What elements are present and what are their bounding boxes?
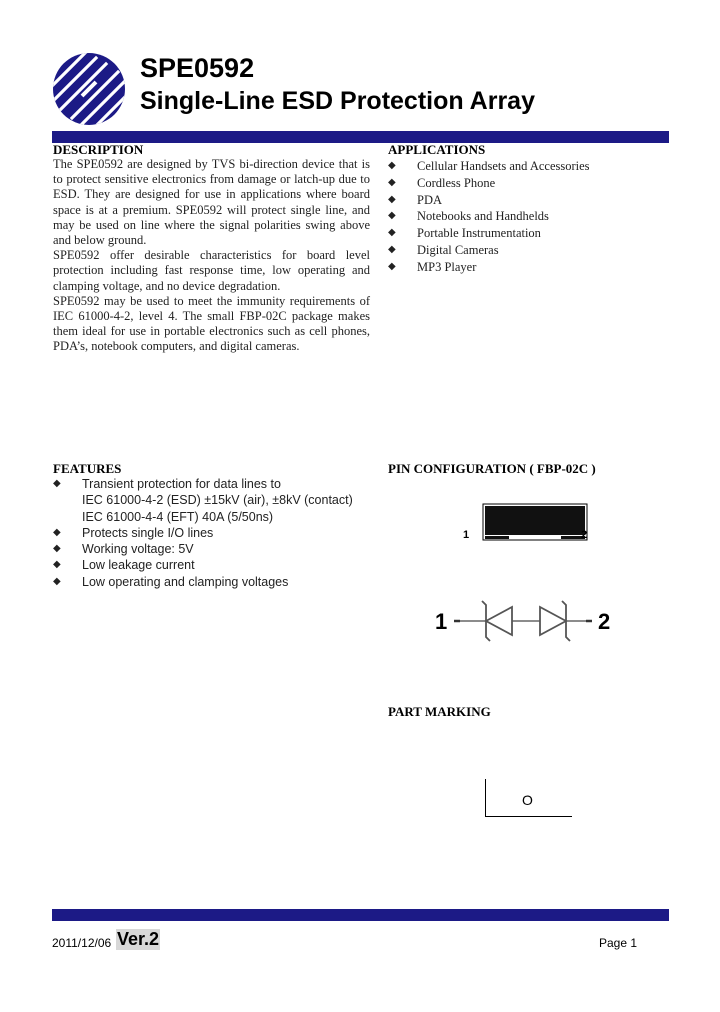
part-marking-drawing	[484, 779, 572, 819]
diamond-bullet-icon: ◆	[53, 575, 61, 587]
pin-1-label: 1	[463, 529, 470, 541]
list-item: ◆ Working voltage: 5V	[53, 542, 194, 557]
pin-2-label: 2	[581, 529, 588, 541]
pin-configuration-heading: PIN CONFIGURATION ( FBP-02C )	[388, 461, 596, 476]
diamond-bullet-icon: ◆	[388, 260, 396, 272]
diamond-bullet-icon: ◆	[388, 243, 396, 255]
features-heading: FEATURES	[53, 461, 122, 476]
feature-detail-line: IEC 61000-4-2 (ESD) ±15kV (air), ±8kV (contact)	[82, 493, 353, 508]
diamond-bullet-icon: ◆	[53, 526, 61, 538]
feature-detail-line: IEC 61000-4-4 (EFT) 40A (5/50ns)	[82, 509, 274, 524]
list-item: ◆ Protects single I/O lines	[53, 525, 214, 540]
description-text	[53, 157, 370, 355]
list-item: ◆ Low leakage current	[53, 558, 195, 573]
description-heading: DESCRIPTION	[53, 142, 144, 157]
diamond-bullet-icon: ◆	[388, 176, 396, 188]
footer-date: 2011/12/06	[52, 936, 112, 950]
list-item: ◆ Low operating and clamping voltages	[53, 574, 289, 589]
description-paragraph-1: The SPE0592 are designed by TVS bi-direction device that is to protect sensitive electronics from damage or latch-up due to ESD. They are designed for use in applications where board space is at a premium. SPE0592 will protect single line, and may be used on line where the signal polarities swing above and below ground.	[53, 157, 370, 248]
list-item: ◆ Digital Cameras	[388, 242, 499, 257]
diamond-bullet-icon: ◆	[388, 193, 396, 205]
package-drawing	[482, 503, 588, 541]
diamond-bullet-icon: ◆	[388, 210, 396, 222]
diamond-bullet-icon: ◆	[388, 160, 396, 171]
part-marking-heading: PART MARKING	[388, 704, 491, 719]
list-item: ◆ Transient protection for data lines to	[53, 477, 281, 491]
list-item: ◆ MP3 Player	[388, 259, 477, 274]
part-marking-code: O	[522, 792, 533, 808]
list-item: ◆ Cordless Phone	[388, 175, 496, 190]
company-logo	[52, 52, 126, 126]
version-label: Ver.2	[117, 929, 160, 949]
description-paragraph-2: SPE0592 offer desirable characteristics for board level protection including fast response time, low operating and clamping voltage, and no device degradation.	[53, 248, 370, 293]
tvs-diode-schematic	[432, 592, 618, 648]
description-paragraph-3: SPE0592 may be used to meet the immunity requirements of IEC 61000-4-2, level 4. The small FBP-02C package makes them ideal for use in portable electronics such as cell phones, PDA’s, notebook computers, and digital cameras.	[53, 293, 370, 354]
diamond-bullet-icon: ◆	[53, 543, 61, 555]
diamond-bullet-icon: ◆	[53, 478, 61, 489]
schematic-pin-1-label: 1	[435, 609, 448, 634]
list-item: ◆ Cellular Handsets and Accessories	[388, 159, 590, 173]
features-list	[53, 476, 353, 590]
list-item: ◆ Portable Instrumentation	[388, 226, 541, 241]
header-divider-bar	[52, 131, 669, 143]
applications-heading: APPLICATIONS	[388, 142, 486, 157]
page-number: Page 1	[599, 936, 638, 950]
applications-list	[388, 158, 590, 276]
document-title: Single-Line ESD Protection Array	[140, 87, 535, 115]
diamond-bullet-icon: ◆	[388, 227, 396, 239]
diamond-bullet-icon: ◆	[53, 559, 61, 571]
footer-divider-bar	[52, 909, 669, 921]
schematic-pin-2-label: 2	[598, 609, 611, 634]
part-number: SPE0592	[140, 53, 255, 83]
list-item: ◆ Notebooks and Handhelds	[388, 209, 549, 224]
list-item: ◆ PDA	[388, 192, 443, 207]
